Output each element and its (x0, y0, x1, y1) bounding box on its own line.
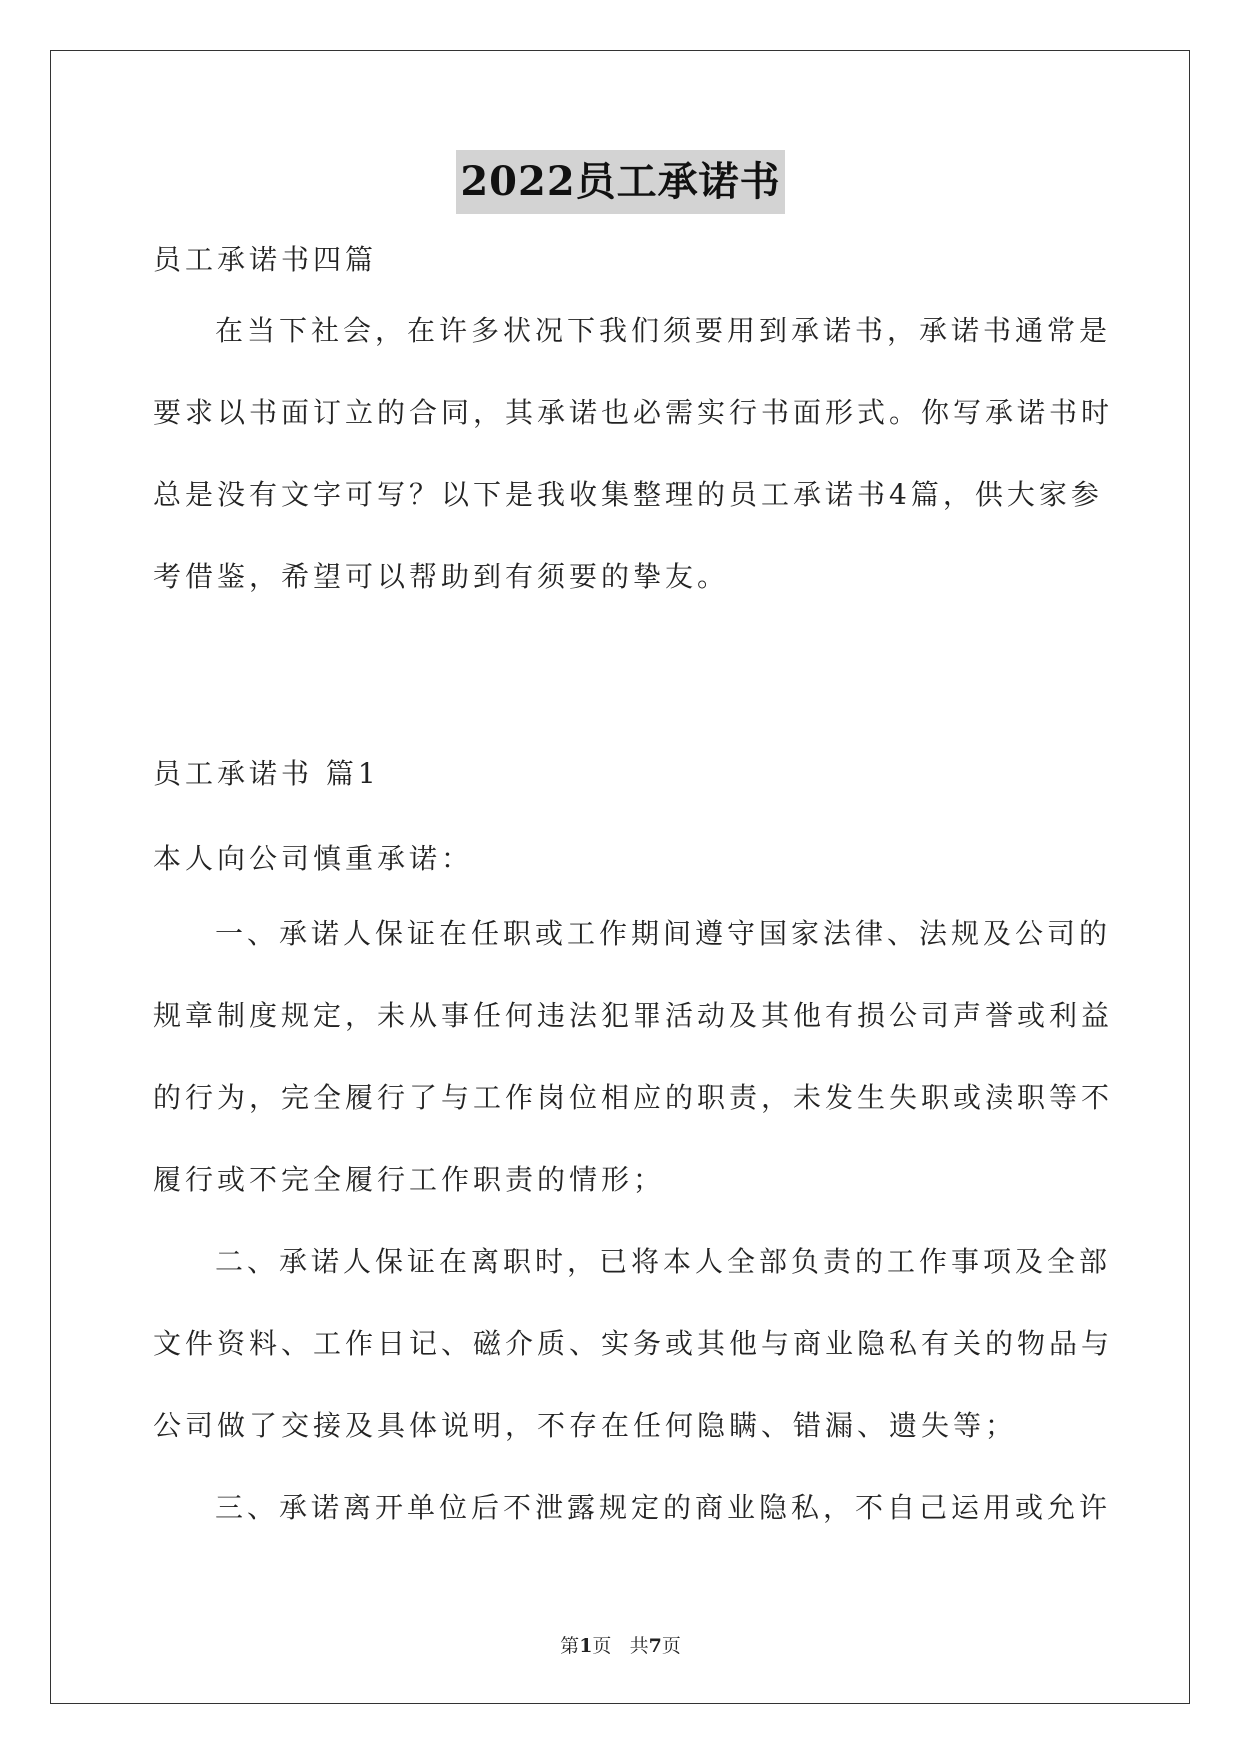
document-subtitle: 员工承诺书四篇 (153, 243, 378, 276)
intro-line: 要求以书面订立的合同，其承诺也必需实行书面形式。你写承诺书时 (153, 396, 1114, 429)
title-container (0, 150, 1241, 214)
intro-line: 在当下社会，在许多状况下我们须要用到承诺书，承诺书通常是 (215, 314, 1112, 347)
clause-line: 履行或不完全履行工作职责的情形； (153, 1163, 666, 1196)
intro-line: 考借鉴，希望可以帮助到有须要的挚友。 (153, 560, 730, 593)
footer-total-pages: 7 (648, 1635, 662, 1657)
intro-paragraph (153, 290, 1114, 618)
document-title: 2022员工承诺书 (456, 150, 784, 214)
clause-line: 二、承诺人保证在离职时，已将本人全部负责的工作事项及全部 (215, 1245, 1112, 1278)
intro-line: 总是没有文字可写？以下是我收集整理的员工承诺书4篇，供大家参 (153, 478, 1103, 511)
footer-page-suffix: 页 (592, 1635, 612, 1657)
clause-3 (153, 1467, 1112, 1549)
footer-total-suffix: 页 (661, 1635, 681, 1657)
footer-page-prefix: 第 (560, 1635, 580, 1657)
footer-page-number: 1 (579, 1635, 593, 1657)
clause-1 (153, 893, 1114, 1221)
clause-line: 三、承诺离开单位后不泄露规定的商业隐私，不自己运用或允许 (215, 1491, 1112, 1524)
opening-statement: 本人向公司慎重承诺： (153, 842, 474, 875)
clause-line: 规章制度规定，未从事任何违法犯罪活动及其他有损公司声誉或利益 (153, 999, 1114, 1032)
clause-line: 的行为，完全履行了与工作岗位相应的职责，未发生失职或渎职等不 (153, 1081, 1114, 1114)
clause-2 (153, 1221, 1114, 1467)
clause-line: 公司做了交接及具体说明，不存在任何隐瞒、错漏、遗失等； (153, 1409, 1018, 1442)
footer-total-prefix: 共 (629, 1635, 649, 1657)
page-footer (0, 1631, 1241, 1658)
section-heading: 员工承诺书 篇1 (153, 757, 380, 790)
clause-line: 一、承诺人保证在任职或工作期间遵守国家法律、法规及公司的 (215, 917, 1112, 950)
clause-line: 文件资料、工作日记、磁介质、实务或其他与商业隐私有关的物品与 (153, 1327, 1114, 1360)
